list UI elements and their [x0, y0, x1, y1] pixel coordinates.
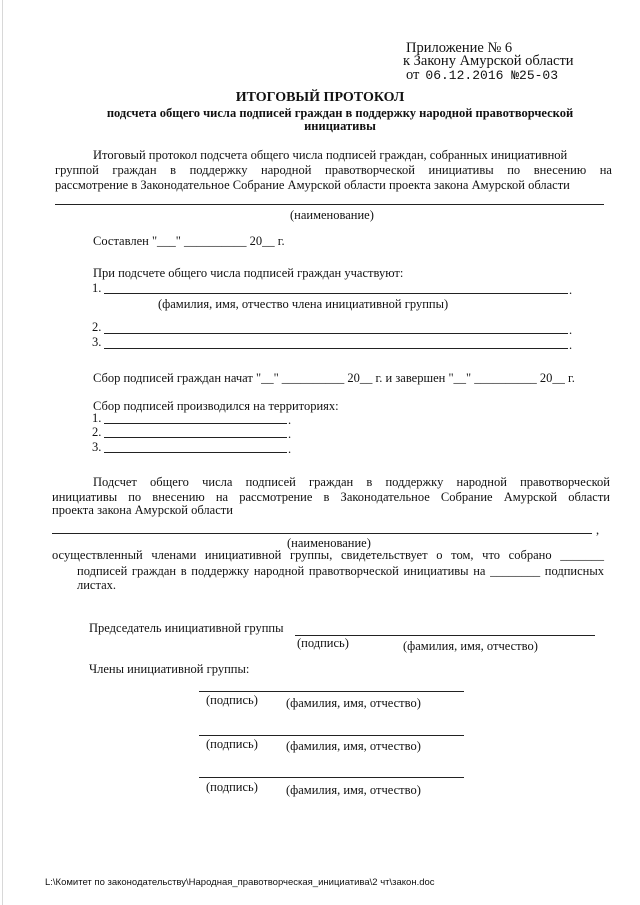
date-stamp: 06.12.2016 №25-03 — [425, 68, 559, 83]
member-end-3: . — [569, 338, 573, 352]
member-caption: (фамилия, имя, отчество члена инициативной группы) — [158, 297, 449, 311]
footer-file-path: L:\Комитет по законодательству\Народная_правотворческая_инициатива\2 чт\закон.doc — [45, 877, 435, 888]
territory-end-1: . — [288, 413, 292, 427]
intro-line-3: рассмотрение в Законодательное Собрание Амурской области проекта закона Амурской области — [55, 178, 570, 192]
collection-period: Сбор подписей граждан начат "__" __________ 20__ г. и завершен "__" __________ 20__ г. — [93, 371, 575, 385]
chairman-label: Председатель инициативной группы — [89, 621, 284, 635]
count-line-3: проекта закона Амурской области — [52, 503, 233, 517]
member-sign-line-3 — [199, 777, 464, 778]
date-prefix: от — [406, 67, 420, 83]
member-num-1: 1. — [92, 281, 102, 295]
doc-subtitle-1: подсчета общего числа подписей граждан в поддержку народной правотворческой — [106, 106, 574, 120]
intro-name-caption: (наименование) — [290, 208, 374, 222]
territories-heading: Сбор подписей производился на территориях: — [93, 399, 339, 413]
territory-end-3: . — [288, 442, 292, 456]
member-line-2 — [104, 333, 568, 334]
member-sign-line-2 — [199, 735, 464, 736]
doc-subtitle-2: инициативы — [304, 119, 376, 133]
member-sig-caption-2: (подпись) — [206, 737, 258, 751]
group-members-label: Члены инициативной группы: — [89, 662, 250, 676]
chairman-sig-caption: (подпись) — [297, 636, 349, 650]
territory-line-1 — [104, 423, 287, 424]
territory-num-1: 1. — [92, 411, 102, 425]
member-name-caption-3: (фамилия, имя, отчество) — [286, 783, 421, 797]
territory-end-2: . — [288, 427, 292, 441]
appendix-label: Приложение № 6 — [406, 40, 513, 56]
count-comma: , — [596, 523, 600, 537]
territory-line-2 — [104, 437, 287, 438]
member-line-3 — [104, 348, 568, 349]
intro-name-line — [55, 204, 604, 205]
appendix-law-ref: к Закону Амурской области — [403, 53, 574, 69]
members-heading: При подсчете общего числа подписей граждан участвуют: — [93, 266, 404, 280]
count-line-2: инициативы по внесению на рассмотрение в Законодательное Собрание Амурской области — [52, 490, 610, 504]
member-num-3: 3. — [92, 335, 102, 349]
appendix-date — [406, 66, 558, 84]
member-name-caption-1: (фамилия, имя, отчество) — [286, 696, 421, 710]
count-name-line — [52, 533, 592, 534]
count-line-5: подписей граждан в поддержку народной правотворческой инициативы на ________ подписных — [77, 564, 604, 578]
member-line-1 — [104, 293, 568, 294]
member-sig-caption-1: (подпись) — [206, 693, 258, 707]
chairman-name-caption: (фамилия, имя, отчество) — [403, 639, 538, 653]
count-line-6: листах. — [77, 578, 117, 592]
count-line-4: осуществленный членами инициативной группы, свидетельствует о том, что собрано _______ — [52, 548, 604, 562]
count-line-1: Подсчет общего числа подписей граждан в поддержку народной правотворческой — [93, 475, 610, 489]
member-num-2: 2. — [92, 320, 102, 334]
compiled-date: Составлен "___" __________ 20__ г. — [93, 234, 285, 248]
intro-line-1: Итоговый протокол подсчета общего числа подписей граждан, собранных инициативной — [93, 148, 568, 162]
territory-num-2: 2. — [92, 425, 102, 439]
count-name-caption: (наименование) — [287, 536, 371, 550]
member-sign-line-1 — [199, 691, 464, 692]
scan-edge — [2, 0, 3, 905]
intro-line-2: группой граждан в поддержку народной правотворческой инициативы по внесению на — [55, 163, 612, 177]
territory-num-3: 3. — [92, 440, 102, 454]
member-end-2: . — [569, 323, 573, 337]
territory-line-3 — [104, 452, 287, 453]
doc-title: ИТОГОВЫЙ ПРОТОКОЛ — [235, 90, 405, 105]
member-end-1: . — [569, 283, 573, 297]
member-name-caption-2: (фамилия, имя, отчество) — [286, 739, 421, 753]
member-sig-caption-3: (подпись) — [206, 780, 258, 794]
